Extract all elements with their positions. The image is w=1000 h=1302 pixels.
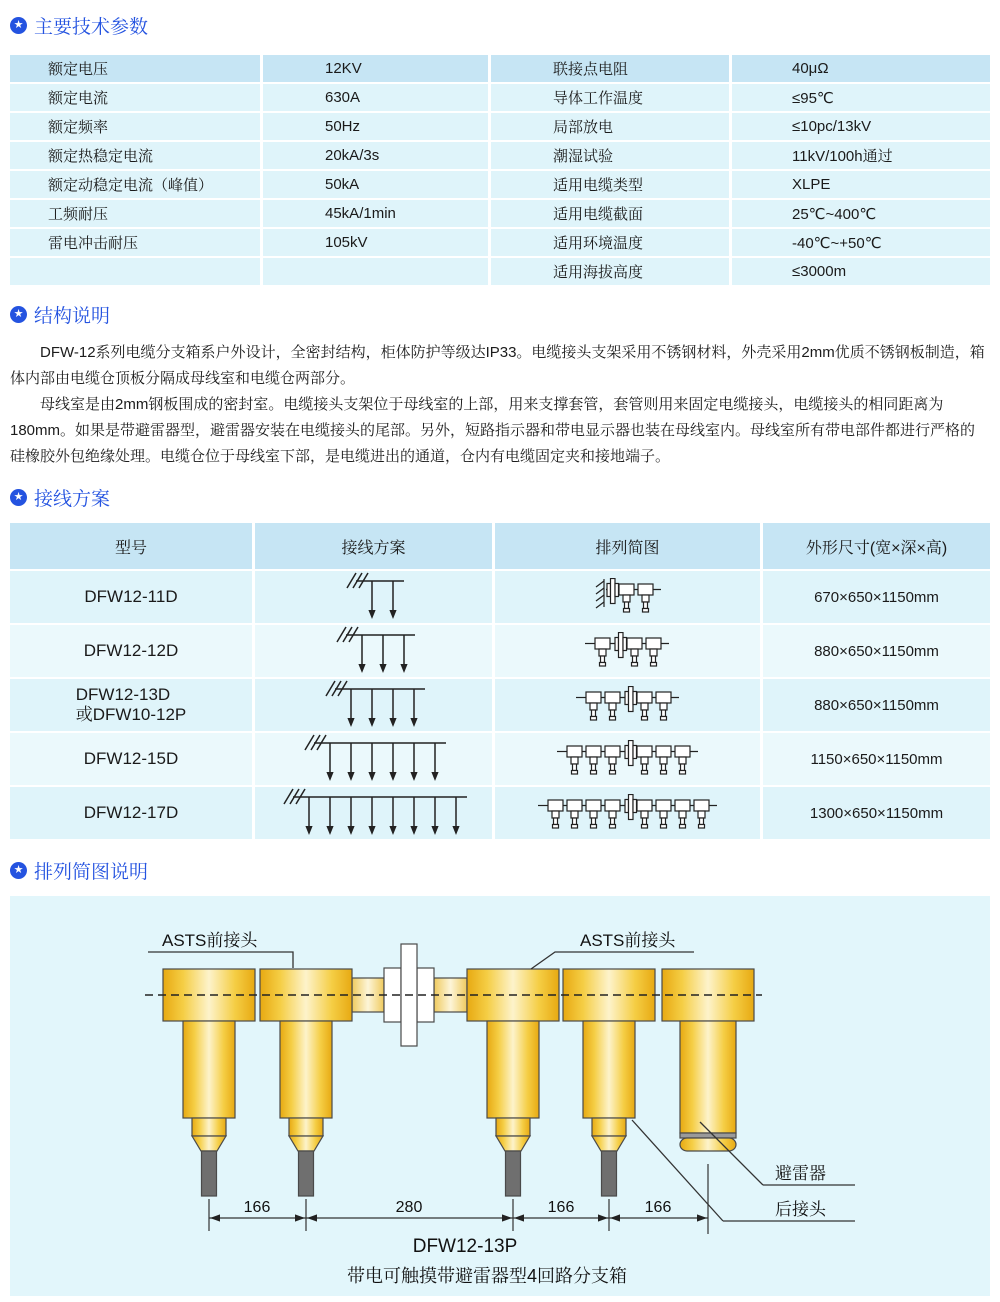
star-bullet-icon: ★ <box>10 862 27 879</box>
wiring-table <box>10 523 990 839</box>
connector-neck <box>496 1118 530 1136</box>
dim-value: 166 <box>547 1199 575 1216</box>
model-cell <box>10 679 252 731</box>
arrangement-glyph-diagram <box>535 794 721 832</box>
section-title-layout <box>10 857 990 884</box>
wiring-scheme-cell <box>255 625 492 677</box>
rear-joint-label: 后接头 <box>775 1200 826 1219</box>
structure-paragraph-1: DFW-12系列电缆分支箱系户外设计，全密封结构，柜体防护等级达IP33。电缆接头支架采用不锈钢材料，外壳采用2mm优质不锈钢板制造，箱体内部由电缆仓顶板分隔成母线室和电缆仓两部分。 <box>10 344 985 387</box>
section-title-wiring <box>10 484 990 511</box>
param-value: 50kA <box>263 171 488 198</box>
connector-neck <box>192 1118 226 1136</box>
dimension-lines <box>209 1164 708 1234</box>
size-cell: 1150×650×1150mm <box>763 733 990 785</box>
param-label: 局部放电 <box>491 113 729 140</box>
connector-body <box>183 1021 235 1118</box>
cable-stub <box>202 1151 217 1196</box>
model-cell <box>10 571 252 623</box>
param-label: 导体工作温度 <box>491 84 729 111</box>
connector-bodies <box>183 1021 736 1196</box>
front-joint-left-label: ASTS前接头 <box>162 931 258 950</box>
param-value: 40μΩ <box>732 55 990 82</box>
section-title-wiring-text: 接线方案 <box>34 489 111 510</box>
wiring-scheme-cell <box>255 679 492 731</box>
cable-stub <box>299 1151 314 1196</box>
param-label: 额定电流 <box>10 84 260 111</box>
arrangement-glyph-diagram <box>582 632 673 670</box>
param-label: 潮湿试验 <box>491 142 729 169</box>
param-value: 45kA/1min <box>263 200 488 227</box>
structure-text <box>10 340 990 470</box>
arrangement-cell <box>495 733 760 785</box>
size-cell: 880×650×1150mm <box>763 625 990 677</box>
cable-stub <box>602 1151 617 1196</box>
param-label: 雷电冲击耐压 <box>10 229 260 256</box>
param-label: 适用环境温度 <box>491 229 729 256</box>
front-joint-left-leader <box>148 952 293 968</box>
arrangement-diagram-drawing <box>10 896 990 1296</box>
param-label: 适用海拔高度 <box>491 258 729 285</box>
wiring-table-header-cell: 排列简图 <box>495 523 760 569</box>
param-label: 联接点电阻 <box>491 55 729 82</box>
connector-cone <box>192 1136 226 1151</box>
wiring-table-header-cell: 接线方案 <box>255 523 492 569</box>
param-label: 适用电缆截面 <box>491 200 729 227</box>
arrangement-glyph-diagram <box>554 740 702 778</box>
connector-cone <box>289 1136 323 1151</box>
param-label: 额定频率 <box>10 113 260 140</box>
model-cell <box>10 733 252 785</box>
param-label: 工频耐压 <box>10 200 260 227</box>
wiring-table-header-cell: 外形尺寸(宽×深×高) <box>763 523 990 569</box>
param-value: 630A <box>263 84 488 111</box>
section-title-structure <box>10 301 990 328</box>
wiring-table-header-cell: 型号 <box>10 523 252 569</box>
param-value: 12KV <box>263 55 488 82</box>
arrangement-cell <box>495 571 760 623</box>
cable-stub <box>506 1151 521 1196</box>
section-title-params <box>10 12 990 39</box>
connector-cone <box>496 1136 530 1151</box>
param-value: 50Hz <box>263 113 488 140</box>
front-joint-right-label: ASTS前接头 <box>580 931 676 950</box>
arrangement-glyph-diagram <box>591 578 665 616</box>
wiring-scheme-diagram <box>277 788 470 838</box>
param-label: 适用电缆类型 <box>491 171 729 198</box>
dim-value: 166 <box>243 1199 271 1216</box>
model-text: DFW12-17D <box>83 803 179 822</box>
arrangement-glyph-diagram <box>573 686 683 724</box>
connector-body <box>280 1021 332 1118</box>
param-label: 额定电压 <box>10 55 260 82</box>
model-cell <box>10 787 252 839</box>
param-value: ≤95℃ <box>732 84 990 111</box>
param-label <box>10 258 260 285</box>
arrester-band <box>680 1133 736 1138</box>
star-bullet-icon: ★ <box>10 17 27 34</box>
connector-neck <box>289 1118 323 1136</box>
model-text: DFW12-11D <box>84 587 178 606</box>
size-cell: 670×650×1150mm <box>763 571 990 623</box>
param-value: 11kV/100h通过 <box>732 142 990 169</box>
dim-value: 280 <box>395 1199 423 1216</box>
connector-body <box>583 1021 635 1118</box>
section-title-params-text: 主要技术参数 <box>34 17 149 38</box>
param-value: ≤3000m <box>732 258 990 285</box>
model-cell <box>10 625 252 677</box>
params-table <box>10 55 990 285</box>
wiring-scheme-diagram <box>340 572 407 622</box>
arrester-body <box>680 1021 736 1133</box>
param-value: ≤10pc/13kV <box>732 113 990 140</box>
model-text: DFW12-12D <box>83 641 179 660</box>
star-bullet-icon: ★ <box>10 306 27 323</box>
param-value: 25℃~400℃ <box>732 200 990 227</box>
arrangement-diagram-panel <box>10 896 990 1296</box>
model-text: DFW12-13D 或DFW10-12P <box>75 685 187 724</box>
param-label: 额定动稳定电流（峰值） <box>10 171 260 198</box>
wiring-scheme-diagram <box>330 626 418 676</box>
wiring-scheme-cell <box>255 733 492 785</box>
connector-neck <box>592 1118 626 1136</box>
star-bullet-icon: ★ <box>10 489 27 506</box>
section-title-layout-text: 排列简图说明 <box>34 862 149 883</box>
param-value: 105kV <box>263 229 488 256</box>
wiring-scheme-diagram <box>298 734 449 784</box>
arrangement-cell <box>495 625 760 677</box>
structure-paragraph-2: 母线室是由2mm钢板围成的密封室。电缆接头支架位于母线室的上部，用来支撑套管，套管则用来固定电缆接头，电缆接头的相同距离为180mm。如果是带避雷器型，避雷器安装在电缆接头的尾部。另外，短路指示器和带电显示器也装在母线室内。母线室所有带电部件都进行严格的硅橡胶外包绝缘处理。电缆仓位于母线室下部，是电缆进出的通道，仓内有电缆固定夹和接地端子。 <box>10 396 976 465</box>
dim-value: 166 <box>644 1199 672 1216</box>
diagram-caption: 带电可触摸带避雷器型4回路分支箱 <box>346 1266 628 1286</box>
param-value: -40℃~+50℃ <box>732 229 990 256</box>
wiring-scheme-cell <box>255 787 492 839</box>
model-text: DFW12-15D <box>83 749 179 768</box>
param-value: 20kA/3s <box>263 142 488 169</box>
wiring-scheme-diagram <box>319 680 428 730</box>
size-cell: 1300×650×1150mm <box>763 787 990 839</box>
param-value: XLPE <box>732 171 990 198</box>
arrangement-cell <box>495 787 760 839</box>
connector-body <box>487 1021 539 1118</box>
arrester-label: 避雷器 <box>775 1164 826 1183</box>
param-label: 额定热稳定电流 <box>10 142 260 169</box>
section-title-structure-text: 结构说明 <box>34 306 111 327</box>
param-value <box>263 258 488 285</box>
connector-cone <box>592 1136 626 1151</box>
front-joint-right-leader <box>531 952 694 969</box>
diagram-model-label: DFW12-13P <box>412 1236 518 1257</box>
size-cell: 880×650×1150mm <box>763 679 990 731</box>
arrangement-cell <box>495 679 760 731</box>
wiring-scheme-cell <box>255 571 492 623</box>
